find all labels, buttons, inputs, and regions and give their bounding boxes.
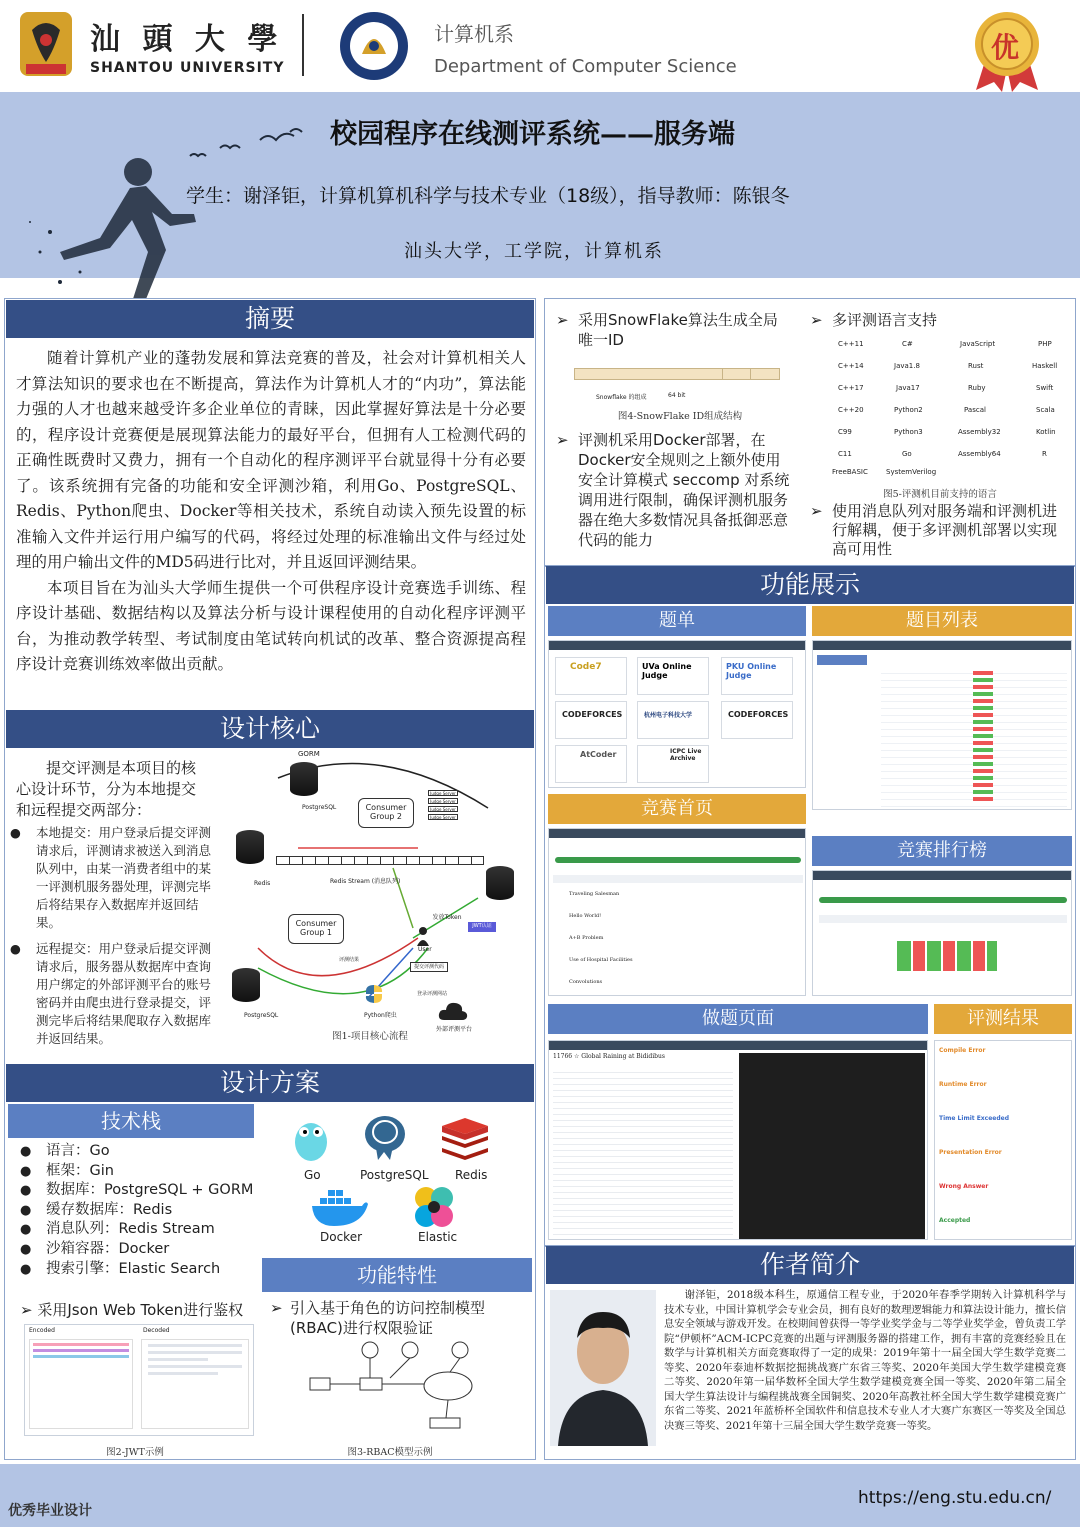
elastic-label: Elastic bbox=[418, 1230, 458, 1244]
core-local: ● 本地提交：用户登录后提交评测请求后，评测请求被送入到消息队列中，由某一消费者组中的某一评测机服务器处理，评测完毕后将结果存入数据库并返回结果。 bbox=[10, 825, 212, 930]
language-item: C99 bbox=[838, 428, 852, 436]
contest-item: Hello World! bbox=[569, 913, 602, 919]
jwt-screenshot bbox=[24, 1324, 254, 1436]
language-item: Assembly64 bbox=[958, 450, 1001, 458]
cloud-icon bbox=[438, 1000, 468, 1022]
oj-uva: UVa Online Judge bbox=[642, 662, 692, 680]
language-item: Rust bbox=[968, 362, 984, 370]
jwt-decoded-label: Decoded bbox=[143, 1327, 170, 1334]
postgres-label-bottom: PostgreSQL bbox=[244, 1012, 279, 1019]
solve-page-heading: 做题页面 bbox=[548, 1004, 928, 1034]
result-presentation-error: Presentation Error bbox=[939, 1149, 1002, 1156]
birds-graphic bbox=[180, 122, 320, 162]
core-caption: 图1-项目核心流程 bbox=[332, 1031, 408, 1042]
rbac-diagram bbox=[300, 1338, 500, 1438]
judge-server-box: Judge Server bbox=[428, 790, 458, 796]
postgresql-label: PostgreSQL bbox=[360, 1168, 429, 1182]
language-item: Java17 bbox=[896, 384, 920, 392]
language-item: SystemVerilog bbox=[886, 468, 937, 476]
abstract-paragraph-2: 本项目旨在为汕头大学师生提供一个可供程序设计竞赛选手训练、程序设计基础、数据结构以及算法分析与设计课程使用的自动化程序评测平台，为推动教学转型、考试制度由笔试转向机试的改革、整合资源提高程序设计竞赛训练效率做出贡献。 bbox=[16, 578, 526, 673]
python-crawler-icon bbox=[364, 984, 384, 1004]
docker-logo-icon bbox=[310, 1186, 368, 1228]
solve-page-screenshot bbox=[548, 1040, 928, 1240]
arrow-icon: ➢ bbox=[20, 1301, 38, 1319]
code-editor bbox=[739, 1053, 925, 1239]
result-compile-error: Compile Error bbox=[939, 1047, 986, 1054]
stack-item: ● 沙箱容器：Docker bbox=[20, 1240, 260, 1260]
footer-url-link[interactable]: https://eng.stu.edu.cn/ bbox=[858, 1488, 1052, 1508]
institution: 汕头大学，工学院，计算机系 bbox=[404, 241, 664, 262]
author-heading: 作者简介 bbox=[546, 1246, 1074, 1284]
redis-db-left-icon bbox=[236, 830, 264, 864]
docker-label: Docker bbox=[320, 1230, 363, 1244]
language-item: Python3 bbox=[894, 428, 923, 436]
student-line: 学生：谢泽钜，计算机算机科学与技术专业（18级），指导教师：陈银冬 bbox=[186, 185, 790, 207]
abstract-heading: 摘要 bbox=[6, 300, 534, 338]
snowflake-caption: 图4-SnowFlake ID组成结构 bbox=[617, 411, 743, 422]
docker-bullet bbox=[556, 430, 792, 550]
contest-rank-screenshot bbox=[812, 870, 1072, 996]
feature-heading: 功能特性 bbox=[262, 1258, 532, 1292]
languages-grid bbox=[804, 336, 1074, 484]
stack-item: ● 数据库：PostgreSQL + GORM bbox=[20, 1181, 260, 1201]
judge-result-heading: 评测结果 bbox=[934, 1004, 1072, 1034]
runner-graphic bbox=[20, 142, 220, 312]
university-name-en: SHANTOU UNIVERSITY bbox=[90, 60, 285, 76]
contest-rank-heading: 竞赛排行榜 bbox=[812, 836, 1072, 866]
oj-atcoder: AtCoder bbox=[580, 750, 617, 759]
jwt-caption: 图2-JWT示例 bbox=[106, 1447, 164, 1458]
mq-bullet bbox=[810, 502, 1070, 559]
department-name-en: Department of Computer Science bbox=[434, 56, 737, 77]
go-logo-icon bbox=[290, 1114, 332, 1162]
university-logo bbox=[14, 10, 78, 80]
postgres-db-top-icon bbox=[290, 762, 318, 796]
university-name-cn: 汕 頭 大 學 bbox=[90, 22, 284, 57]
stack-list bbox=[20, 1142, 260, 1279]
jwt-label: JWT认证 bbox=[468, 922, 496, 932]
language-item: C++20 bbox=[838, 406, 864, 414]
arrow-icon: ➢ bbox=[556, 311, 569, 329]
language-item: Python2 bbox=[894, 406, 923, 414]
header bbox=[0, 0, 1080, 92]
language-item: JavaScript bbox=[960, 340, 996, 348]
oj-poj: PKU Online Judge bbox=[726, 662, 777, 680]
snowflake-bullet bbox=[556, 310, 792, 350]
snowflake-diagram bbox=[572, 356, 782, 406]
redis-db-right-icon bbox=[486, 866, 514, 900]
snowflake-bits-label: 64 bit bbox=[668, 392, 686, 399]
postgres-label-top: PostgreSQL bbox=[302, 804, 337, 811]
arrow-icon: ➢ bbox=[810, 502, 823, 520]
postgres-db-bottom-icon bbox=[232, 968, 260, 1002]
arrow-icon: ➢ bbox=[270, 1299, 283, 1317]
redis-logo-icon bbox=[440, 1114, 490, 1162]
snowflake-structure-label: Snowflake 的组成 bbox=[596, 394, 647, 401]
department-logo bbox=[338, 10, 410, 82]
user-icon bbox=[416, 926, 430, 946]
token-label: 发放Token bbox=[432, 914, 462, 921]
rbac-bullet bbox=[270, 1298, 526, 1338]
contest-home-heading: 竞赛首页 bbox=[548, 794, 806, 824]
gorm-label: GORM bbox=[298, 750, 320, 758]
stack-item: ● 缓存数据库：Redis bbox=[20, 1201, 260, 1221]
result-label: 评测结果 bbox=[338, 957, 359, 963]
snowflake-text: 采用SnowFlake算法生成全局唯一ID bbox=[578, 311, 778, 349]
core-intro: 提交评测是本项目的核心设计环节，分为本地提交和远程提交两部分： bbox=[16, 759, 197, 819]
stack-item: ● 搜索引擎：Elastic Search bbox=[20, 1260, 260, 1280]
abstract-body bbox=[16, 346, 526, 678]
redis-label: Redis bbox=[455, 1168, 488, 1182]
jwt-encoded-label: Encoded bbox=[29, 1327, 55, 1334]
jwt-encoded-pane bbox=[29, 1339, 133, 1429]
oj-code7: Code7 bbox=[570, 662, 602, 672]
consumer-group-1: Consumer Group 1 bbox=[288, 914, 344, 944]
badge-text: 优 bbox=[991, 31, 1020, 64]
language-item: Scala bbox=[1036, 406, 1055, 414]
judge-server-box: Judge Server bbox=[428, 806, 458, 812]
problem-list-screenshot bbox=[812, 640, 1072, 810]
language-item: C++17 bbox=[838, 384, 864, 392]
language-item: C# bbox=[902, 340, 913, 348]
jwt-text: 采用Json Web Token进行鉴权 bbox=[37, 1301, 244, 1319]
plan-heading: 设计方案 bbox=[6, 1064, 534, 1102]
stack-item: ● 消息队列：Redis Stream bbox=[20, 1220, 260, 1240]
language-item: FreeBASIC bbox=[832, 468, 868, 476]
contest-item: Convolutions bbox=[569, 979, 603, 985]
problem-title: 11766 ☆ Global Raining at Bididibus bbox=[553, 1053, 665, 1060]
redis-stream-label: Redis Stream (消息队列) bbox=[330, 878, 401, 885]
language-item: Kotlin bbox=[1036, 428, 1056, 436]
contest-item: Traveling Salesman bbox=[569, 891, 620, 897]
result-runtime-error: Runtime Error bbox=[939, 1081, 987, 1088]
core-remote-text: 远程提交：用户登录后提交评测请求后，服务器从数据库中查询用户绑定的外部评测平台的账号密码并由爬虫进行登录提交，评测完毕后将结果爬取存入数据库并返回结果。 bbox=[36, 941, 212, 1046]
rbac-text: 引入基于角色的访问控制模型(RBAC)进行权限验证 bbox=[290, 1299, 486, 1337]
docker-text: 评测机采用Docker部署，在Docker安全规则之上额外使用安全计算模式 seccomp 对系统调用进行限制，确保评测机服务器在绝大多数情况具备抵御恶意代码的能力 bbox=[578, 431, 790, 549]
showcase-heading: 功能展示 bbox=[546, 566, 1074, 604]
poster-title: 校园程序在线测评系统——服务端 bbox=[330, 119, 735, 150]
stack-item: ● 框架：Gin bbox=[20, 1162, 260, 1182]
core-heading: 设计核心 bbox=[6, 710, 534, 748]
stack-heading: 技术栈 bbox=[8, 1104, 254, 1138]
language-item: Go bbox=[902, 450, 912, 458]
contest-home-screenshot bbox=[548, 828, 806, 996]
python-crawler-label: Python爬虫 bbox=[364, 1012, 397, 1019]
judge-server-box: Judge Server bbox=[428, 814, 458, 820]
langs-text: 多评测语言支持 bbox=[832, 311, 938, 329]
language-item: R bbox=[1042, 450, 1047, 458]
stack-item: ● 语言：Go bbox=[20, 1142, 260, 1162]
header-divider bbox=[302, 14, 304, 76]
result-accepted: Accepted bbox=[939, 1217, 971, 1224]
problem-list-heading: 题目列表 bbox=[812, 606, 1072, 636]
author-bio: 谢泽钜，2018级本科生，原通信工程专业，于2020年春季学期转入计算机科学与技术专业，中国计算机学会专业会员，拥有良好的数理逻辑能力和算法设计能力，擅长信息安全领域与游戏开发。在校期间曾获得一等学业奖学金与二等学业奖学金，曾负责工学院“伊顿杯”ACM-ICPC竞赛的出题与评测服务器的搭建工作，拥有丰富的竞赛经验且在数学与计算机相关方面竞赛取得了一定的成果：2019年第十一届全国大学生数学竞赛二等奖、2020年泰迪杯数据挖掘挑战赛广东省三等奖、2020年美国大学生数学建模竞赛二等奖、2020年第一届华数杯全国大学生数学建模竞赛全国一等奖、2020年第二届全国大学生算法设计与编程挑战赛全国铜奖、2020年高教社杯全国大学生数学建模竞赛广东省二等奖、2021年蓝桥杯全国软件和信息技术专业人才大赛广东赛区一等奖及全国总决赛三等奖、2021年第十三届全国大学生数学竞赛一等奖。 bbox=[664, 1289, 1066, 1432]
problem-set-screenshot bbox=[548, 640, 806, 788]
language-item: Java1.8 bbox=[894, 362, 920, 370]
contest-item: Use of Hospital Facilities bbox=[569, 957, 633, 963]
core-local-text: 本地提交：用户登录后提交评测请求后，评测请求被送入到消息队列中，由某一消费者组中的某一评测机服务器处理，评测完毕后将结果存入数据库并返回结果。 bbox=[36, 825, 212, 930]
rbac-caption: 图3-RBAC模型示例 bbox=[347, 1447, 433, 1458]
department-name-cn: 计算机系 bbox=[434, 22, 514, 46]
language-item: Haskell bbox=[1032, 362, 1058, 370]
language-item: C++11 bbox=[838, 340, 864, 348]
langs-bullet bbox=[810, 310, 1070, 330]
core-remote: ● 远程提交：用户登录后提交评测请求后，服务器从数据库中查询用户绑定的外部评测平台的账号密码并由爬虫进行登录提交，评测完毕后将结果爬取存入数据库并返回结果。 bbox=[10, 941, 212, 1046]
user-label: User bbox=[418, 946, 432, 953]
redis-label: Redis bbox=[254, 880, 271, 887]
language-item: Assembly32 bbox=[958, 428, 1001, 436]
redis-stream-bar bbox=[276, 856, 484, 865]
oj-codeforces-gym: CODEFORCES bbox=[728, 710, 789, 719]
arrow-icon: ➢ bbox=[556, 431, 569, 449]
language-item: C++14 bbox=[838, 362, 864, 370]
oj-icpc: ICPC Live Archive bbox=[670, 748, 702, 762]
external-platform-label: 外部评测平台 bbox=[436, 1026, 473, 1033]
judge-server-box: Judge Server bbox=[428, 798, 458, 804]
jwt-bullet bbox=[20, 1300, 260, 1320]
oj-hdu: 杭州电子科技大学 bbox=[644, 712, 693, 719]
footer-left-text: 优秀毕业设计 bbox=[8, 1503, 92, 1519]
consumer-group-2: Consumer Group 2 bbox=[358, 798, 414, 828]
judge-servers bbox=[428, 790, 458, 820]
language-item: Pascal bbox=[964, 406, 986, 414]
language-item: PHP bbox=[1038, 340, 1052, 348]
contest-item: A+B Problem bbox=[569, 935, 604, 941]
problem-set-heading: 题单 bbox=[548, 606, 806, 636]
elastic-logo-icon bbox=[410, 1184, 458, 1230]
langs-caption: 图5-评测机目前支持的语言 bbox=[883, 489, 997, 500]
result-wrong-answer: Wrong Answer bbox=[939, 1183, 989, 1190]
login-label: 登录评测网站 bbox=[416, 991, 447, 997]
abstract-paragraph-1: 随着计算机产业的蓬勃发展和算法竞赛的普及，社会对计算机相关人才算法知识的要求也在不断提高，算法作为计算机人才的“内功”，算法能力强的人才也越来越受许多企业单位的青睐，因此掌握好算法是十分必要的，程序设计竞赛便是展现算法能力的最好平台，但拥有人工检测代码的正确性既费时又费力，拥有一个自动化的程序测评平台就显得十分有必要了。该系统拥有完备的功能和安全评测沙箱，利用Go、PostgreSQL、Redis、Python爬虫、Docker等相关技术，系统自动读入预先设置的标准输入文件并运行用户编写的代码，将经过处理的标准输出文件与经过处理的用户输出文件的MD5码进行比对，并且返回评测结果。 bbox=[16, 349, 526, 571]
arrow-icon: ➢ bbox=[810, 311, 823, 329]
submit-label: 提交评测代码 bbox=[410, 962, 448, 972]
result-tle: Time Limit Exceeded bbox=[939, 1115, 1010, 1122]
core-flow-diagram bbox=[218, 748, 528, 1048]
language-item: Swift bbox=[1036, 384, 1054, 392]
language-item: Ruby bbox=[968, 384, 986, 392]
go-label: Go bbox=[304, 1168, 321, 1182]
oj-codeforces: CODEFORCES bbox=[562, 710, 623, 719]
judge-result-screenshot bbox=[934, 1040, 1072, 1240]
language-item: C11 bbox=[838, 450, 852, 458]
excellence-badge-icon bbox=[968, 8, 1046, 92]
author-photo bbox=[550, 1290, 656, 1446]
postgresql-logo-icon bbox=[360, 1112, 410, 1162]
jwt-decoded-pane bbox=[141, 1339, 249, 1429]
mq-text: 使用消息队列对服务端和评测机进行解耦，便于多评测机部署以实现高可用性 bbox=[832, 502, 1058, 558]
